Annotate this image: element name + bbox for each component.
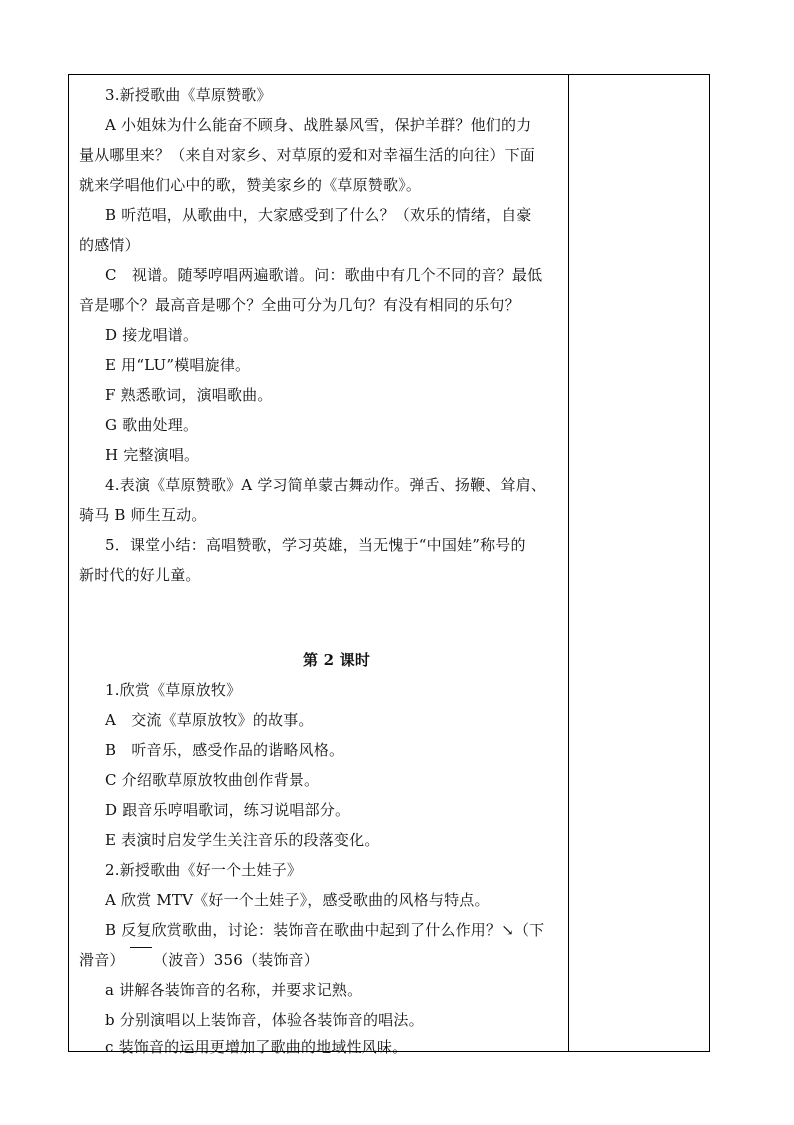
step5-line2: 新时代的好儿童。 [79, 566, 201, 584]
new-song-item-b-line1: B 反复欣赏歌曲，讨论：装饰音在歌曲中起到了什么作用？↘（下 [105, 921, 545, 939]
glissando-mark-icon [130, 947, 152, 956]
appreciation-item-a: A 交流《草原放牧》的故事。 [105, 711, 314, 729]
appreciation-item-e: E 表演时启发学生关注音乐的段落变化。 [105, 831, 380, 849]
new-song-item-b-line2-start: 滑音） [79, 951, 125, 969]
new-song-heading: 2.新授歌曲《好一个土娃子》 [105, 861, 303, 879]
lesson-content-cell [69, 75, 568, 1056]
item-g: G 歌曲处理。 [105, 416, 199, 434]
item-c-line1: C 视谱。随琴哼唱两遍歌谱。问：歌曲中有几个不同的音？最低 [105, 266, 543, 284]
appreciation-item-c: C 介绍歌草原放牧曲创作背景。 [105, 771, 320, 789]
item-b-line2: 的感情） [79, 236, 140, 254]
item-b-line1: B 听范唱，从歌曲中，大家感受到了什么？（欢乐的情绪，自豪 [105, 206, 532, 224]
item-f: F 熟悉歌词，演唱歌曲。 [105, 386, 273, 404]
step4-line2: 骑马 B 师生互动。 [79, 506, 207, 524]
step5-line1: 5．课堂小结：高唱赞歌，学习英雄，当无愧于“中国娃”称号的 [105, 536, 526, 554]
sub-item-a: a 讲解各装饰音的名称，并要求记熟。 [105, 981, 363, 999]
item-a-line1: A 小姐妹为什么能奋不顾身、战胜暴风雪，保护羊群？他们的力 [105, 116, 532, 134]
sub-item-b: b 分别演唱以上装饰音，体验各装饰音的唱法。 [105, 1011, 424, 1029]
new-song-item-b-line2-end: （波音）356（装饰音） [153, 951, 320, 969]
appreciation-item-b: B 听音乐，感受作品的谐略风格。 [105, 741, 345, 759]
appreciation-item-d: D 跟音乐哼唱歌词，练习说唱部分。 [105, 801, 351, 819]
song-heading: 3.新授歌曲《草原赞歌》 [105, 86, 272, 104]
item-a-line2: 量从哪里来？（来自对家乡、对草原的爱和对幸福生活的向往）下面 [79, 146, 536, 164]
item-a-line3: 就来学唱他们心中的歌，赞美家乡的《草原赞歌》。 [79, 176, 422, 194]
notes-column-cell [569, 75, 709, 1051]
new-song-item-a: A 欣赏 MTV《好一个土娃子》，感受歌曲的风格与特点。 [105, 891, 490, 909]
item-h: H 完整演唱。 [105, 446, 200, 464]
appreciation-heading: 1.欣赏《草原放牧》 [105, 681, 242, 699]
step4-line1: 4.表演《草原赞歌》A 学习简单蒙古舞动作。弹舌、扬鞭、耸肩、 [105, 476, 547, 494]
item-d: D 接龙唱谱。 [105, 326, 199, 344]
item-c-line2: 音是哪个？最高音是哪个？全曲可分为几句？有没有相同的乐句？ [79, 296, 520, 314]
item-e: E 用“LU”模唱旋律。 [105, 356, 251, 374]
sub-item-c: c 装饰音的运用更增加了歌曲的地域性风味。 [105, 1038, 408, 1056]
lesson-period-title: 第 2 课时 [303, 651, 371, 669]
